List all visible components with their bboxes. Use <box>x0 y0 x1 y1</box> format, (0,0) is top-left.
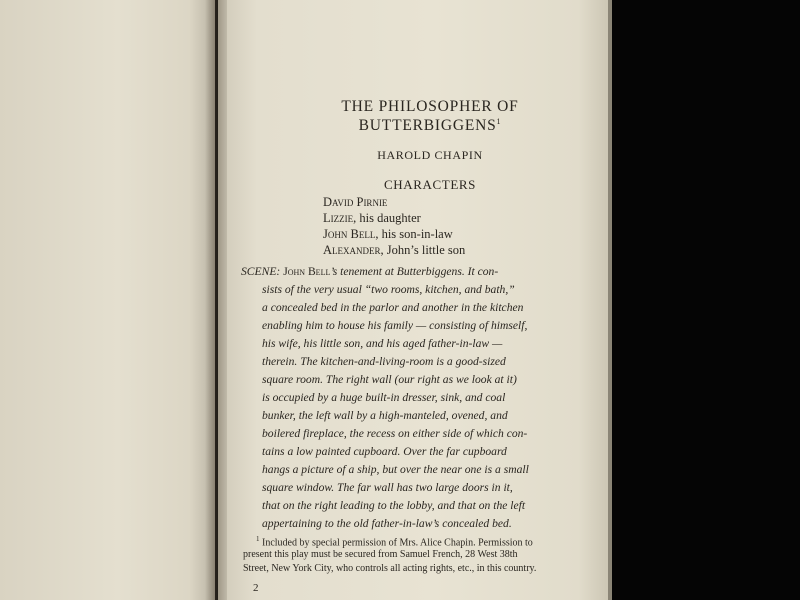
character-desc: , John’s little son <box>380 243 466 257</box>
characters-heading: CHARACTERS <box>384 177 476 192</box>
author-name: HAROLD CHAPIN <box>377 148 483 162</box>
play-title-line-2 <box>240 117 620 135</box>
scene-line: enabling him to house his family — consisting of himself, <box>262 319 528 332</box>
scene-label: SCENE: <box>241 265 281 278</box>
scene-line: appertaining to the old father-in-law’s concealed bed. <box>262 517 512 530</box>
character-name: Lizzie <box>323 211 354 225</box>
scene-line: square room. The right wall (our right as we look at it) <box>262 373 517 386</box>
scene-first-rest: ’s tenement at Butterbiggens. It con- <box>330 265 499 278</box>
scene-line: bunker, the left wall by a high-manteled, ovened, and <box>262 409 508 422</box>
title-text-2: BUTTERBIGGENS <box>358 117 497 135</box>
scene-line: is occupied by a huge built-in dresser, sink, and coal <box>262 391 506 404</box>
title-footnote-mark: 1 <box>496 117 502 126</box>
book-gutter-shadow <box>205 0 227 600</box>
scene-line: tains a low painted cupboard. Over the far cupboard <box>262 445 507 458</box>
page-edge <box>608 0 612 600</box>
character-item <box>323 211 421 226</box>
scene-line: square window. The far wall has two large doors in it, <box>262 481 513 494</box>
scene-line: therein. The kitchen-and-living-room is a good-sized <box>262 355 506 368</box>
character-desc: , his daughter <box>353 211 421 225</box>
scene-line: boilered fireplace, the recess on either side of which con- <box>262 427 528 440</box>
scene-line: hangs a picture of a ship, but over the near one is a small <box>262 463 529 476</box>
character-item <box>323 243 465 258</box>
title-text-1: THE PHILOSOPHER OF <box>341 98 519 115</box>
character-name: David Pirnie <box>323 195 388 209</box>
character-item <box>323 195 387 210</box>
scene-line: his wife, his little son, and his aged father-in-law — <box>262 337 503 350</box>
scene-line: sists of the very usual “two rooms, kitchen, and bath,” <box>262 283 515 296</box>
footnote-line <box>256 535 533 548</box>
footnote-text-1: Included by special permission of Mrs. Alice Chapin. Permission to <box>262 537 533 549</box>
footnote-line: present this play must be secured from Samuel French, 28 West 38th <box>243 549 518 560</box>
left-page-blank <box>0 0 215 600</box>
scene-first-line <box>241 265 498 278</box>
character-item <box>323 227 453 242</box>
footnote-line: Street, New York City, who controls all acting rights, etc., in this country. <box>243 563 537 574</box>
character-name: John Bell <box>323 227 376 241</box>
footnote-mark: 1 <box>256 535 260 543</box>
character-name: Alexander <box>323 243 381 257</box>
scene-character-name: John Bell <box>283 265 331 278</box>
play-title-line-1 <box>240 98 620 116</box>
character-desc: , his son-in-law <box>375 227 453 241</box>
scene-line: a concealed bed in the parlor and another in the kitchen <box>262 301 524 314</box>
scene-line: that on the right leading to the lobby, and that on the left <box>262 499 526 512</box>
page-number: 2 <box>253 582 259 594</box>
